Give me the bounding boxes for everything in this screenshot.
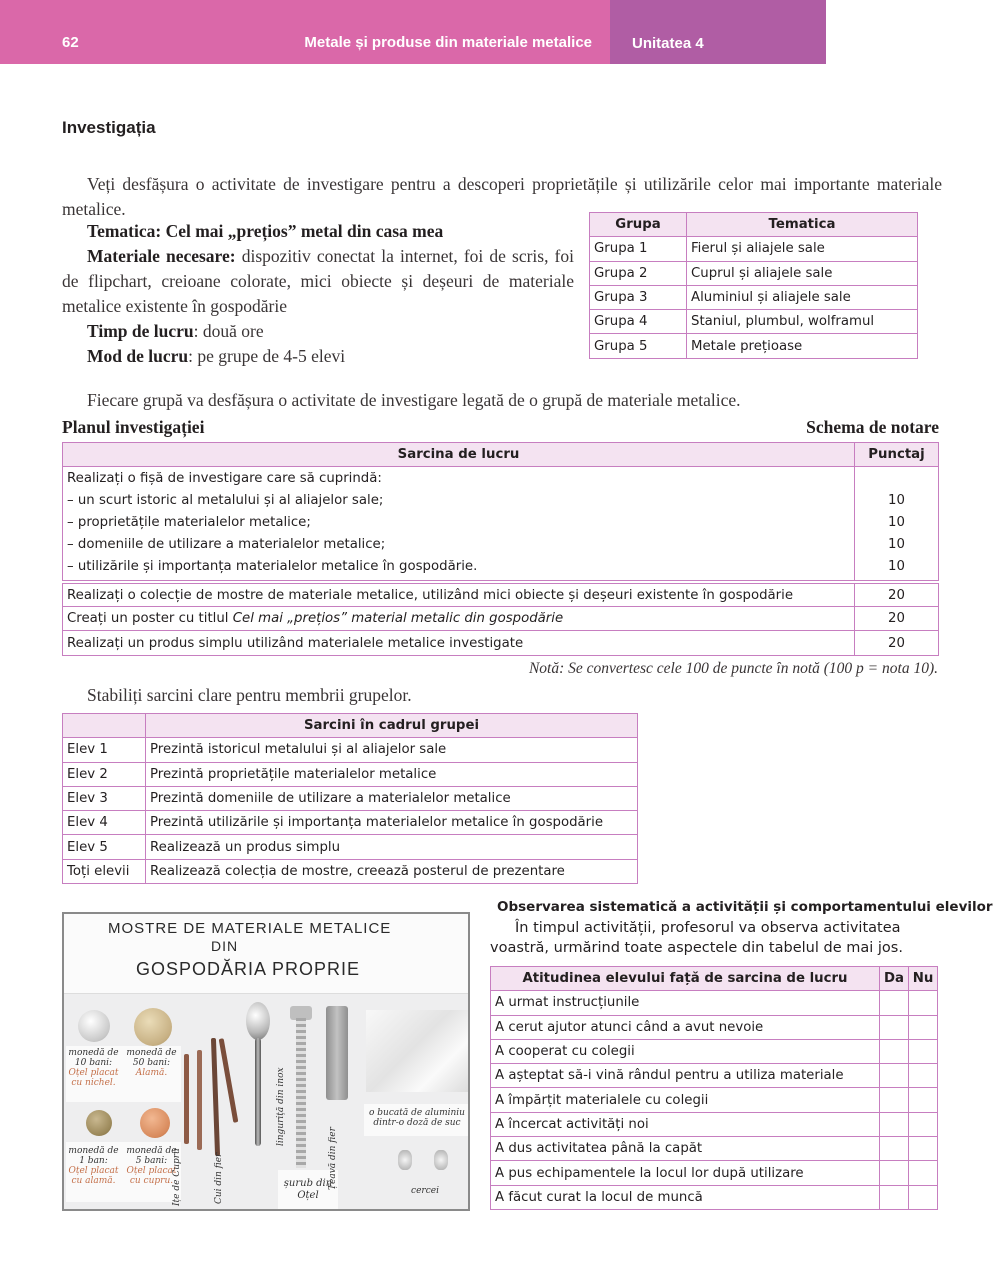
attitude-item: A făcut curat la locul de muncă: [491, 1185, 880, 1209]
mod-label: Mod de lucru: [87, 346, 189, 366]
points-value: 10: [888, 493, 905, 509]
label-coin10: monedă de 10 bani: Oțel placat cu nichel.: [68, 1048, 119, 1088]
attitude-item: A împărțit materialele cu colegii: [491, 1088, 880, 1112]
materiale-line: [62, 244, 574, 319]
label-iron-nail: Cui din fier: [214, 1152, 224, 1204]
label-pipe: Țeavă din fier: [328, 1127, 338, 1190]
timp-text: : două ore: [193, 321, 264, 341]
each-group-paragraph: Fiecare grupă va desfășura o activitate de investigare legată de o grupă de materiale metalice.: [87, 390, 741, 410]
student-label: Elev 3: [63, 786, 146, 810]
plan-title: Planul investigației: [62, 417, 205, 437]
header-task: Sarcina de lucru: [63, 443, 855, 467]
table-header-row: [63, 714, 638, 738]
aluminium-sample: [366, 1010, 470, 1092]
points-value: 10: [888, 515, 905, 531]
header-attitude: Atitudinea elevului față de sarcina de lucru: [491, 967, 880, 991]
spoon-sample: [246, 1002, 270, 1040]
student-task: Prezintă utilizările și importanța materialelor metalice în gospodărie: [146, 811, 638, 835]
plan-heading-row: [62, 417, 939, 438]
da-checkbox-cell[interactable]: [880, 1088, 909, 1112]
student-task: Prezintă proprietățile materialelor metalice: [146, 762, 638, 786]
student-task: Prezintă istoricul metalului și al aliajelor sale: [146, 738, 638, 762]
section-title: Investigația: [62, 118, 156, 137]
nu-checkbox-cell[interactable]: [909, 1088, 938, 1112]
screw-sample: [296, 1018, 306, 1168]
header-grupa: Grupa: [590, 213, 687, 237]
table-row: [590, 334, 918, 358]
da-checkbox-cell[interactable]: [880, 991, 909, 1015]
table-row: [63, 738, 638, 762]
table-row: [491, 1064, 938, 1088]
da-checkbox-cell[interactable]: [880, 1039, 909, 1063]
group-topic: Aluminiul și aliajele sale: [687, 285, 918, 309]
table-header-row: [491, 967, 938, 991]
grading-note: Notă: Se convertesc cele 100 de puncte în notă (100 p = nota 10).: [528, 660, 938, 677]
group-name: Grupa 2: [590, 261, 687, 285]
nu-checkbox-cell[interactable]: [909, 991, 938, 1015]
table-row: [63, 762, 638, 786]
iron-nail-sample: [219, 1038, 239, 1123]
table-header-row: [590, 213, 918, 237]
activity-details: [62, 219, 574, 369]
samples-poster-photo: [62, 912, 470, 1211]
student-label: Elev 5: [63, 835, 146, 859]
spoon-sample: [255, 1038, 261, 1146]
table-row: [491, 1185, 938, 1209]
student-label: Toți elevii: [63, 859, 146, 883]
table-row: [63, 835, 638, 859]
da-checkbox-cell[interactable]: [880, 1185, 909, 1209]
task-subitem: – utilizările și importanța materialelor metalice în gospodărie.: [67, 559, 478, 575]
unit-band: [610, 0, 826, 64]
table-row: [590, 285, 918, 309]
table-row: [590, 261, 918, 285]
task-subitem: – proprietățile materialelor metalice;: [67, 515, 311, 531]
nu-checkbox-cell[interactable]: [909, 1137, 938, 1161]
observation-text: În timpul activității, profesorul va observa activitatea voastră, urmărind toate aspectele din tabelul de mai jos.: [490, 920, 903, 956]
task-text: Realizați un produs simplu utilizând materialele metalice investigate: [63, 631, 855, 655]
earring-sample: [398, 1150, 412, 1170]
timp-label: Timp de lucru: [87, 321, 194, 341]
table-row: [491, 1137, 938, 1161]
table-row: [590, 237, 918, 261]
label-coin1: monedă de 1 ban: Oțel placat cu alamă.: [68, 1146, 119, 1186]
da-checkbox-cell[interactable]: [880, 1064, 909, 1088]
task-points: [855, 467, 939, 583]
observation-table: [490, 966, 938, 1210]
student-task: Realizează colecția de mostre, creează posterul de prezentare: [146, 859, 638, 883]
attitude-item: A urmat instrucțiunile: [491, 991, 880, 1015]
label-aluminium: o bucată de aluminiu dintr-o doză de suc: [369, 1108, 465, 1128]
materiale-label: Materiale necesare:: [87, 246, 236, 266]
iron-nail-sample: [211, 1038, 220, 1156]
grading-scheme-title: Schema de notare: [806, 417, 939, 437]
poster-title-line2: DIN: [211, 938, 239, 954]
group-name: Grupa 4: [590, 310, 687, 334]
student-label: Elev 1: [63, 738, 146, 762]
group-name: Grupa 3: [590, 285, 687, 309]
da-checkbox-cell[interactable]: [880, 1015, 909, 1039]
earring-sample: [434, 1150, 448, 1170]
table-row: [63, 467, 939, 583]
unit-label: Unitatea 4: [632, 35, 704, 52]
table-row: [491, 1039, 938, 1063]
timp-line: [62, 319, 574, 344]
task-intro: Realizați o fișă de investigare care să cuprindă:: [67, 471, 382, 487]
poster-title-line3: GOSPODĂRIA PROPRIE: [136, 959, 361, 979]
da-checkbox-cell[interactable]: [880, 1112, 909, 1136]
poster-title: Cel mai „prețios” material metalic din gospodărie: [232, 611, 564, 627]
table-row: [63, 631, 939, 655]
table-row: [63, 582, 939, 606]
group-tasks-table: [62, 713, 638, 884]
intro-paragraph: Veți desfășura o activitate de investigare pentru a descoperi proprietățile și utilizările celor mai importante materiale metalice.: [62, 174, 942, 219]
copper-wire-sample: [184, 1054, 189, 1144]
table-row: [491, 991, 938, 1015]
investigation-plan-table: [62, 442, 939, 656]
page-number: 62: [62, 34, 79, 51]
task-subitem: – domeniile de utilizare a materialelor metalice;: [67, 537, 386, 553]
label-coin5: monedă de 5 bani: Oțel placat cu cupru.: [126, 1146, 177, 1186]
groups-table: [589, 212, 918, 359]
student-task: Prezintă domeniile de utilizare a materialelor metalice: [146, 786, 638, 810]
points-value: 10: [888, 537, 905, 553]
tasks-intro-paragraph: Stabiliți sarcini clare pentru membrii grupelor.: [87, 685, 412, 705]
nu-checkbox-cell[interactable]: [909, 1112, 938, 1136]
table-row: [590, 310, 918, 334]
label-earrings: cercei: [411, 1186, 439, 1196]
table-row: [63, 811, 638, 835]
da-checkbox-cell[interactable]: [880, 1161, 909, 1185]
task-text: Realizați o colecție de mostre de materiale metalice, utilizând mici obiecte și deșeuri existente în gospodărie: [63, 582, 855, 606]
coin-50-bani: [134, 1008, 172, 1046]
points-value: 20: [855, 631, 939, 655]
chapter-title: Metale și produse din materiale metalice: [304, 34, 592, 51]
attitude-item: A așteptat să-i vină rândul pentru a utiliza materiale: [491, 1064, 880, 1088]
coin-10-bani: [78, 1010, 110, 1042]
points-value: 20: [855, 582, 939, 606]
materiale-text: dispozitiv conectat la internet, foi de scris, foi de flipchart, creioane colorate, mici obiecte și deșeuri de materiale metalice existente în gospodărie: [62, 246, 574, 316]
label-spoon: linguriță din inox: [276, 1067, 286, 1146]
header-nu: Nu: [909, 967, 938, 991]
label-copper-wire: Ițe de Cupru: [172, 1148, 182, 1206]
table-row: [491, 1015, 938, 1039]
attitude-item: A cooperat cu colegii: [491, 1039, 880, 1063]
group-topic: Cuprul și aliajele sale: [687, 261, 918, 285]
nu-checkbox-cell[interactable]: [909, 1185, 938, 1209]
header-tematica: Tematica: [687, 213, 918, 237]
nu-checkbox-cell[interactable]: [909, 1015, 938, 1039]
table-row: [63, 786, 638, 810]
coin-1-ban: [86, 1110, 112, 1136]
points-value: 20: [855, 607, 939, 631]
label-screw: șurub din Oțel: [283, 1178, 333, 1201]
student-task: Realizează un produs simplu: [146, 835, 638, 859]
attitude-item: A dus activitatea până la capăt: [491, 1137, 880, 1161]
observation-title: Observarea sistematică a activității și comportamentului elevilor: [497, 899, 993, 915]
page-header-band: [0, 0, 610, 64]
student-label: Elev 4: [63, 811, 146, 835]
mod-text: : pe grupe de 4-5 elevi: [188, 346, 346, 366]
poster-title-line1: MOSTRE DE MATERIALE METALICE: [108, 920, 392, 937]
table-row: [63, 859, 638, 883]
header-points: Punctaj: [855, 443, 939, 467]
header-da: Da: [880, 967, 909, 991]
group-topic: Fierul și aliajele sale: [687, 237, 918, 261]
mod-line: [62, 344, 574, 369]
header-tasks: Sarcini în cadrul grupei: [146, 714, 638, 738]
coin-5-bani: [140, 1108, 170, 1138]
tematica-label: Tematica: Cel mai „prețios” metal din casa mea: [87, 221, 444, 241]
nu-checkbox-cell[interactable]: [909, 1161, 938, 1185]
tematica-line: [62, 219, 574, 244]
points-value: 10: [888, 559, 905, 575]
attitude-item: A cerut ajutor atunci când a avut nevoie: [491, 1015, 880, 1039]
group-name: Grupa 5: [590, 334, 687, 358]
da-checkbox-cell[interactable]: [880, 1137, 909, 1161]
group-name: Grupa 1: [590, 237, 687, 261]
table-header-row: [63, 443, 939, 467]
task-text-prefix: Creați un poster cu titlul: [67, 611, 233, 627]
table-row: [63, 607, 939, 631]
copper-wire-sample: [197, 1050, 202, 1150]
group-topic: Metale prețioase: [687, 334, 918, 358]
attitude-item: A pus echipamentele la locul lor după utilizare: [491, 1161, 880, 1185]
table-row: [491, 1112, 938, 1136]
attitude-item: A încercat activități noi: [491, 1112, 880, 1136]
label-coin50: monedă de 50 bani: Alamă.: [126, 1048, 177, 1078]
table-row: [491, 1161, 938, 1185]
nu-checkbox-cell[interactable]: [909, 1064, 938, 1088]
pipe-sample: [326, 1006, 348, 1100]
task-text: [63, 607, 855, 631]
task-subitem: – un scurt istoric al metalului și al aliajelor sale;: [67, 493, 384, 509]
group-topic: Staniul, plumbul, wolframul: [687, 310, 918, 334]
task-fisa: [63, 467, 855, 583]
nu-checkbox-cell[interactable]: [909, 1039, 938, 1063]
header-empty: [63, 714, 146, 738]
table-row: [491, 1088, 938, 1112]
student-label: Elev 2: [63, 762, 146, 786]
